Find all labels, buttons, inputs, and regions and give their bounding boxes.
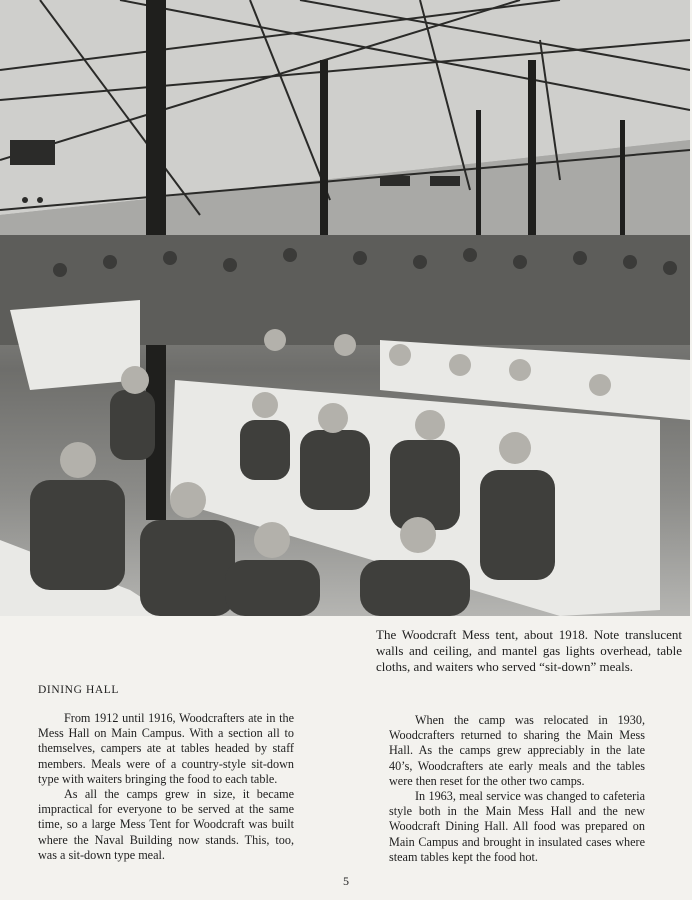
photo-caption: The Woodcraft Mess tent, about 1918. Note translucent walls and ceiling, and mantel gas lights overhead, table cloths, and waiters who served “sit-down” meals. bbox=[376, 627, 682, 674]
section-heading: DINING HALL bbox=[38, 684, 120, 696]
paragraph: When the camp was relocated in 1930, Woodcrafters returned to sharing the Main Mess Hall. As the camps grew appreciably in the late 40’s, Woodcrafters ate early meals and the tables were then reset for the other two camps. bbox=[389, 713, 645, 788]
paragraph: In 1963, meal service was changed to cafeteria style both in the Main Mess Hall and the new Woodcraft Dining Hall. All food was prepared on Main Campus and brought in insulated cases where steam tables kept the food hot. bbox=[389, 789, 645, 864]
paragraph: As all the camps grew in size, it became impractical for everyone to be served at the same time, so a large Mess Tent for Woodcraft was built where the Naval Building now stands. This, too, was a sit-down type meal. bbox=[38, 787, 294, 862]
right-column bbox=[389, 713, 645, 865]
page-number: 5 bbox=[343, 874, 349, 888]
left-column bbox=[38, 711, 294, 863]
paragraph: From 1912 until 1916, Woodcrafters ate in the Mess Hall on Main Campus. With a section all to themselves, campers ate at tables headed by staff members. Meals were of a country-style sit-down type with waiters bringing the food to each table. bbox=[38, 711, 294, 786]
